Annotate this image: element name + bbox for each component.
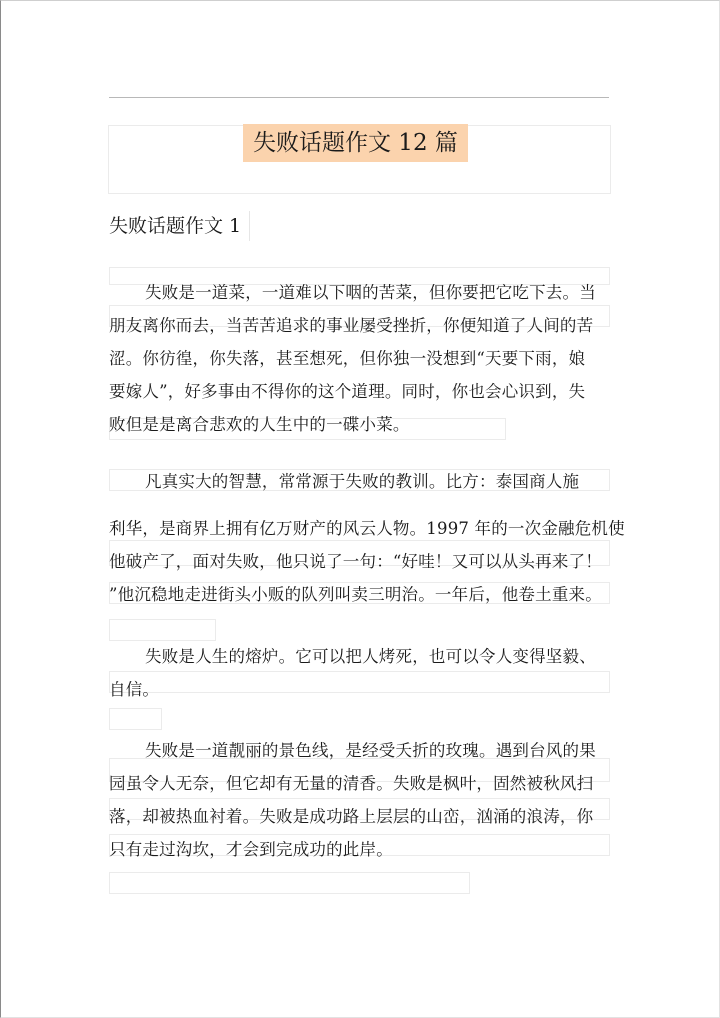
text-frame xyxy=(109,872,470,894)
paragraph-line: 他破产了，面对失败，他只说了一句：“好哇！又可以从头再来了！ xyxy=(109,552,602,571)
paragraph-line: 利华，是商界上拥有亿万财产的风云人物。1997 年的一次金融危机使 xyxy=(109,519,625,538)
paragraph-line: 涩。你彷徨，你失落，甚至想死，但你独一没想到“天要下雨，娘 xyxy=(109,349,586,368)
paragraph-line: 落，却被热血衬着。失败是成功路上层层的山峦，汹涌的浪涛，你 xyxy=(109,807,594,826)
paragraph-line: 失败是一道靓丽的景色线，是经受夭折的玫瑰。遇到台风的果 xyxy=(145,741,596,760)
paragraph-line: ”他沉稳地走进街头小贩的队列叫卖三明治。一年后，他卷土重来。 xyxy=(109,585,602,604)
paragraph-line: 自信。 xyxy=(109,680,160,699)
header-rule xyxy=(109,97,609,98)
paragraph-line: 园虽令人无奈，但它却有无量的清香。失败是枫叶，固然被秋风扫 xyxy=(109,774,594,793)
text-frame xyxy=(109,708,162,730)
paragraph-line: 失败是一道菜，一道难以下咽的苦菜，但你要把它吃下去。当 xyxy=(145,283,596,302)
text-frame xyxy=(109,619,216,641)
paragraph-line: 败但是是离合悲欢的人生中的一碟小菜。 xyxy=(109,415,410,434)
document-title: 失败话题作文 12 篇 xyxy=(243,124,468,162)
paragraph-line: 只有走过沟坎，才会到完成功的此岸。 xyxy=(109,840,393,859)
paragraph-line: 失败是人生的熔炉。它可以把人烤死，也可以令人变得坚毅、 xyxy=(145,647,596,666)
text-frame xyxy=(109,671,610,693)
section-title: 失败话题作文 1 xyxy=(109,211,250,241)
paragraph-line: 凡真实大的智慧，常常源于失败的教训。比方：泰国商人施 xyxy=(145,472,580,491)
paragraph-line: 要嫁人”，好多事由不得你的这个道理。同时，你也会心识到，失 xyxy=(109,382,586,401)
paragraph-line: 朋友离你而去，当苦苦追求的事业屡受挫折，你便知道了人间的苦 xyxy=(109,316,594,335)
